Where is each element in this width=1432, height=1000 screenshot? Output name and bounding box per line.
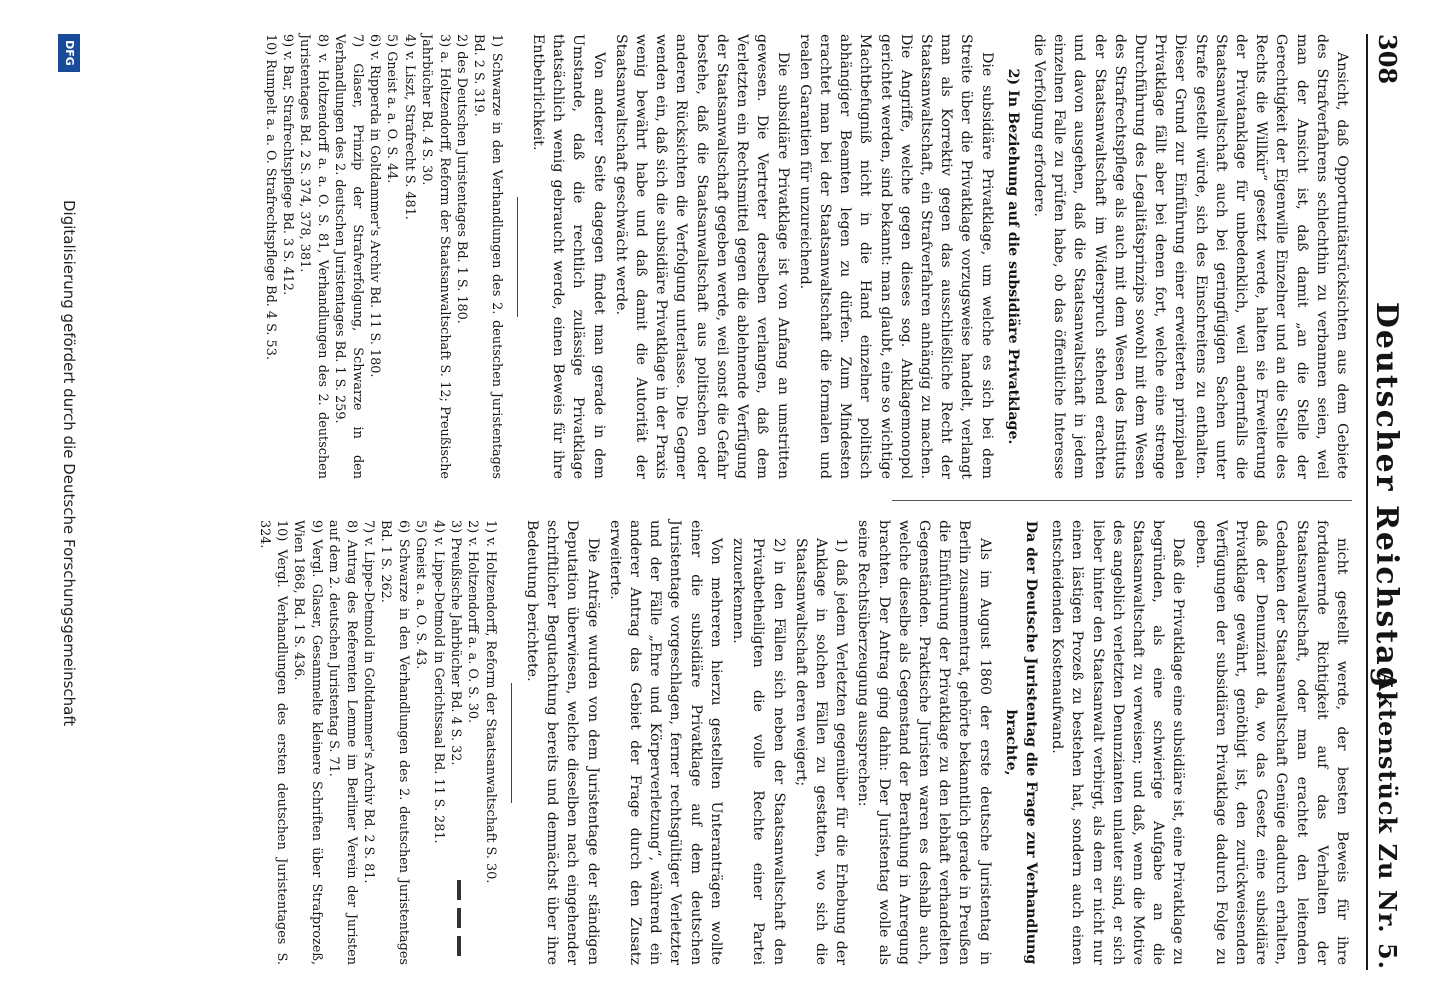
footnote: 3) Preußische Jahrbücher Bd. 4 S. 32. bbox=[448, 520, 464, 766]
footnote: 9) Vergl. Glaser, Gesammelte kleinere Schriften über Strafprozeß, Wien 1868, Bd. 1 S. 436. bbox=[291, 520, 324, 965]
footnote: 5) Gneist a. a. O. S. 44. bbox=[384, 34, 400, 184]
funding-notice: Digitalisierung gefördert durch die Deutsche Forschungsgemeinschaft bbox=[60, 200, 78, 727]
footnote: 6) v. Ripperda in Goltdammer's Archiv Bd. 11 S. 180. bbox=[367, 34, 383, 378]
paragraph: Daß die Privatklage eine subsidiäre ist, eine Privatklage zu begründen, als eine schwierige Aufgabe an die Staatsanwaltschaft zu verweisen; und daß, wenn die Motive des angeblich verletzten Denunzianten unlauter sind, er sich lieber hinter den Staatsanwalt verbirgt, als dem er nicht nur einen lästigen Prozeß zu bestehen hat, sondern auch einen entscheidenden Kostenaufwand. bbox=[1049, 520, 1187, 965]
footnote: 3) a. Holtzendorff, Reform der Staatsanwaltschaft S. 12; Preußische Jahrbücher Bd. 4 S. 30. bbox=[419, 34, 452, 479]
paragraph: Ansicht, daß Opportunitätsrücksichten aus dem Gebiete des Strafverfahrens schlechthin zu verbannen seien, weil man der Ansicht ist, daß damit „an die Stelle der Gerechtigkeit der Eigenwille Einzelner und an die Stelle des Rechts die Willkür“ gesetzt werde, halten sie Erweiterung der Privatanklage für unbedenklich, weil andernfalls die Staatsanwaltschaft auch bei geringfügigen Sachen unter Strafe gestellt würde, sich des Einschreitens zu enthalten. Dieser Grund zur Einführung einer erweiterten prinzipalen Privatklage fällt aber bei denen fort, welche eine strenge Durchführung des Legalitätsprinzips sowohl mit dem Wesen des Strafrechtspflege als auch mit dem Wesen des Instituts der Staatsanwaltschaft im Widerspruch stehend erachten und davon ausgehen, daß die Staatsanwaltschaft in jedem einzelnen Falle zu prüfen habe, ob das öffentliche Interesse die Verfolgung erfordere. bbox=[1030, 34, 1350, 479]
scanned-page bbox=[46, 0, 1432, 1000]
footnote: 8) Antrag des Referenten Lemme im Berliner Verein der Juristen auf dem 2. deutschen Juristentag S. 71. bbox=[326, 520, 359, 965]
footnote: 7) Glaser, Prinzip der Strafverfolgung, Schwarze in den Verhandlungen des 2. deutschen Juristentages Bd. 1 S. 259. bbox=[332, 34, 365, 479]
running-title: Deutscher Reichstag. bbox=[1369, 301, 1404, 703]
footnote: 2) v. Holtzendorff a. a. O. S. 30. bbox=[465, 520, 481, 724]
page-number: 308 bbox=[1373, 34, 1402, 85]
paragraph: Die subsidiäre Privatklage ist von Anfang an umstritten gewesen. Die Vertreter derselben verlangen, daß dem Verletzten ein Rechtsmittel gegen die ablehnende Verfügung der Staatsanwaltschaft gegeben werde, weil sonst die Gefahr bestehe, daß die Staatsanwaltschaft aus politischen oder anderen Rücksichten die Verfolgung unterlasse. Die Gegner wenden ein, daß sich die subsidiäre Privatklage in der Praxis wenig bewährt habe und daß damit die Autorität der Staatsanwaltschaft geschwächt werde. bbox=[612, 34, 791, 479]
footnote: 5) Gneist a. a. O. S. 43. bbox=[413, 520, 429, 670]
footnote: 7) v. Lippe-Detmold in Goltdammer's Archiv Bd. 2 S. 81. bbox=[361, 520, 377, 884]
left-column bbox=[262, 34, 1352, 479]
paragraph: Die Anträge wurden von dem Juristentage der ständigen Deputation überwiesen, welche dieselben nach eingehender schriftlicher Begutachtung bereits und demnächst über ihre Bedeutung berichtete. bbox=[524, 520, 601, 965]
section-heading: Da der Deutsche Juristentag die Frage zur Verhandlung brachte, bbox=[1002, 520, 1039, 965]
footnote-divider bbox=[517, 197, 518, 317]
footnote: 4) v. Lippe-Detmold in Gerichtssaal Bd. 11 S. 281. bbox=[430, 520, 446, 844]
footnote: 9) v. Bar, Strafrechtspflege Bd. 3 S. 412. bbox=[280, 34, 295, 296]
page-header bbox=[1366, 34, 1406, 970]
scan-edge-marks bbox=[464, 880, 472, 1000]
paragraph: Von anderer Seite dagegen findet man gerade in dem Umstande, daß die rechtlich zulässige Privatklage thatsächlich wenig gebraucht werde, einen Beweis für ihre Entbehrlichkeit. bbox=[530, 34, 607, 479]
footnote: 10) Rumpelt a. a. O. Strafrechtspflege Bd. 4 S. 53. bbox=[262, 34, 278, 360]
quoted-clause: 2) in den Fällen sich neben der Staatsanwaltschaft den Privatbetheiligten die volle Rechte einer Partei zuzuerkennen. bbox=[730, 538, 787, 965]
footnotes bbox=[255, 520, 499, 965]
footnote: 10) Vergl. Verhandlungen des ersten deutschen Juristentages S. 324. bbox=[256, 520, 289, 965]
footnote-divider bbox=[511, 683, 512, 803]
paragraph: Von mehreren hierzu gestellten Unteranträgen wollte einer die subsidiäre Privatklage auf dem deutschen Juristentage vorgeschlagen, ferner rechtsgültiger Verletzter und der Fälle „Ehre und Körperverletzung“, während ein anderer Antrag das Gebiet der Frage durch den Zusatz erweiterte. bbox=[606, 520, 724, 965]
paragraph: nicht gestellt werde, der besten Beweis für ihre fortdauernde Richtigkeit auf das Verhalten der Staatsanwaltschaft, oder man erachtet den leitenden Gedanken der Staatsanwaltschaft Genüge dadurch erhalten, daß der Denunziant da, wo das Gesetz eine subsidiäre Privatklage gewährt, genöthigt ist, den zurückweisenden Verfügungen der subsidiären Privatklage dadurch Folge zu geben. bbox=[1192, 520, 1350, 965]
paragraph: Als im August 1860 der erste deutsche Juristentag in Berlin zusammentrat, gehörte bekanntlich gerade in Preußen die Einführung der Privatklage zu den lebhaft verhandelten Gegenständen. Praktische Juristen waren es deshalb auch, welche dieselbe als Gegenstand der Berathung in Anregung brachten. Der Antrag ging dahin: Der Juristentag wolle als seine Rechtsüberzeugung aussprechen: bbox=[855, 520, 993, 965]
right-column bbox=[256, 520, 1352, 965]
footnotes bbox=[261, 34, 505, 479]
footnote: 1) Schwarze in den Verhandlungen des 2. deutschen Juristentages Bd. 2 S. 319. bbox=[471, 34, 504, 479]
quoted-clause: 1) daß jedem Verletzten gegenüber für die Erhebung der Anklage in solchen Fällen zu gestatten, wo sich die Staatsanwaltschaft deren weigert; bbox=[792, 538, 850, 965]
paragraph: Die subsidiäre Privatklage, um welche es sich bei dem Streite über die Privatklage vorzugsweise handelt, verlangt man als Korrektiv gegen das ausschließliche Recht der Staatsanwaltschaft, ein Strafverfahren anhängig zu machen. Die Angriffe, welche gegen dieses sog. Anklagemonopol gerichtet werden, sind bekannt: man glaubt, eine so wichtige Machtbefugniß nicht in die Hand einzelner politisch abhängiger Beamten legen zu dürfen. Zum Mindesten erachtet man bei der Staatsanwaltschaft die formalen und realen Garantien für unzureichend. bbox=[796, 34, 995, 479]
document-reference: Aktenstück Zu Nr. 5. bbox=[1373, 671, 1402, 970]
digitization-footer bbox=[46, 0, 90, 1000]
footnote: 8) v. Holtzendorff a. a. O. S. 81, Verhandlungen des 2. deutschen Juristentages Bd. 2 S. 374, 378, 381. bbox=[297, 34, 330, 479]
dfg-logo: DFG bbox=[58, 34, 80, 72]
section-heading: 2) In Beziehung auf die subsidiäre Privatklage. bbox=[1004, 68, 1021, 445]
footnote: 6) Schwarze in den Verhandlungen des 2. deutschen Juristentages Bd. 1 S. 262. bbox=[378, 520, 411, 965]
footnote: 4) v. Liszt, Strafrecht S. 481. bbox=[401, 34, 417, 220]
column-divider bbox=[892, 500, 1352, 501]
footnote: 1) v. Holtzendorff, Reform der Staatsanwaltschaft S. 30. bbox=[482, 520, 498, 884]
footnote: 2) des Deutschen Juristentages Bd. 1 S. 180. bbox=[454, 34, 470, 324]
